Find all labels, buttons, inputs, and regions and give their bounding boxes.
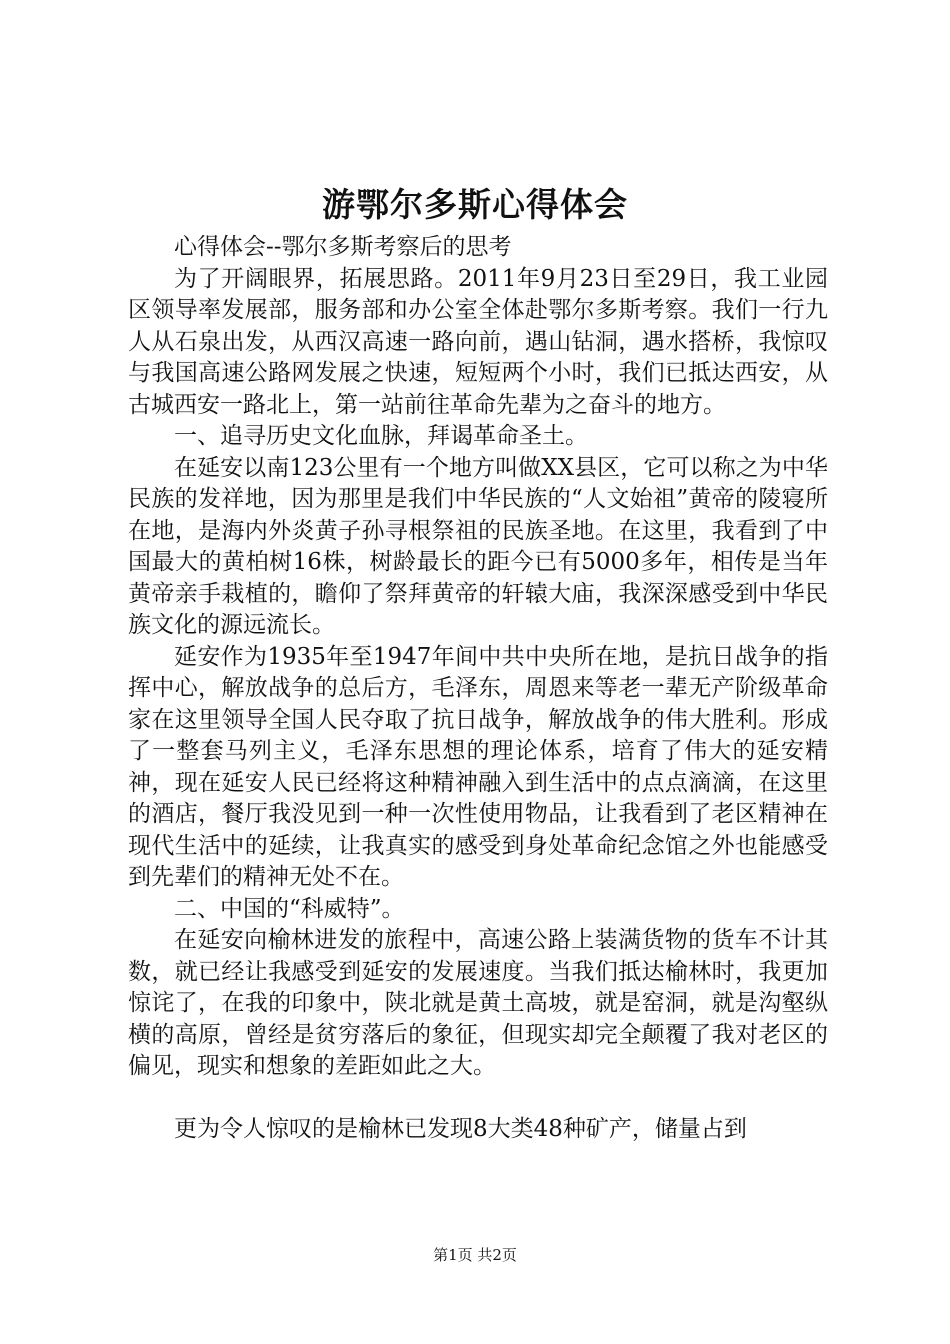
body-paragraph: 在延安向榆林进发的旅程中，高速公路上装满货物的货车不计其数，就已经让我感受到延安的发展速度。当我们抵达榆林时，我更加惊诧了，在我的印象中，陕北就是黄土高坡，就是窑洞，就是沟壑纵横的高原，曾经是贫穷落后的象征，但现实却完全颠覆了我对老区的偏见，现实和想象的差距如此之大。	[128, 927, 828, 1079]
section-heading: 一、追寻历史文化血脉，拜谒革命圣土。	[174, 423, 588, 449]
body-paragraph: 在延安以南123公里有一个地方叫做XX县区，它可以称之为中华民族的发祥地，因为那里是我们中华民族的“人文始祖”黄帝的陵寝所在地，是海内外炎黄子孙寻根祭祖的民族圣地。在这里，我看到了中国最大的黄柏树16株，树龄最长的距今已有5000多年，相传是当年黄帝亲手栽植的，瞻仰了祭拜黄帝的轩辕大庙，我深深感受到中华民族文化的源远流长。	[128, 454, 828, 638]
body-paragraph: 为了开阔眼界，拓展思路。2011年9月23日至29日，我工业园区领导率发展部，服务部和办公室全体赴鄂尔多斯考察。我们一行九人从石泉出发，从西汉高速一路向前，遇山钻洞，遇水搭桥，我惊叹与我国高速公路网发展之快速，短短两个小时，我们已抵达西安，从古城西安一路北上，第一站前往革命先辈为之奋斗的地方。	[128, 265, 828, 418]
body-paragraph: 更为令人惊叹的是榆林已发现8大类48种矿产，储量占到	[174, 1115, 747, 1142]
body-paragraph: 延安作为1935年至1947年间中共中央所在地，是抗日战争的指挥中心，解放战争的总后方，毛泽东，周恩来等老一辈无产阶级革命家在这里领导全国人民夺取了抗日战争，解放战争的伟大胜利。形成了一整套马列主义，毛泽东思想的理论体系，培育了伟大的延安精神，现在延安人民已经将这种精神融入到生活中的点点滴滴，在这里的酒店，餐厅我没见到一种一次性使用物品，让我看到了老区精神在现代生活中的延续，让我真实的感受到身处革命纪念馆之外也能感受到先辈们的精神无处不在。	[128, 643, 828, 890]
document-title: 游鄂尔多斯心得体会	[322, 185, 628, 224]
page-footer: 第1页 共2页	[433, 1246, 517, 1264]
section-heading: 二、中国的“科威特”。	[174, 895, 405, 922]
document-body	[128, 232, 828, 1145]
subtitle-paragraph: 心得体会--鄂尔多斯考察后的思考	[174, 234, 512, 260]
